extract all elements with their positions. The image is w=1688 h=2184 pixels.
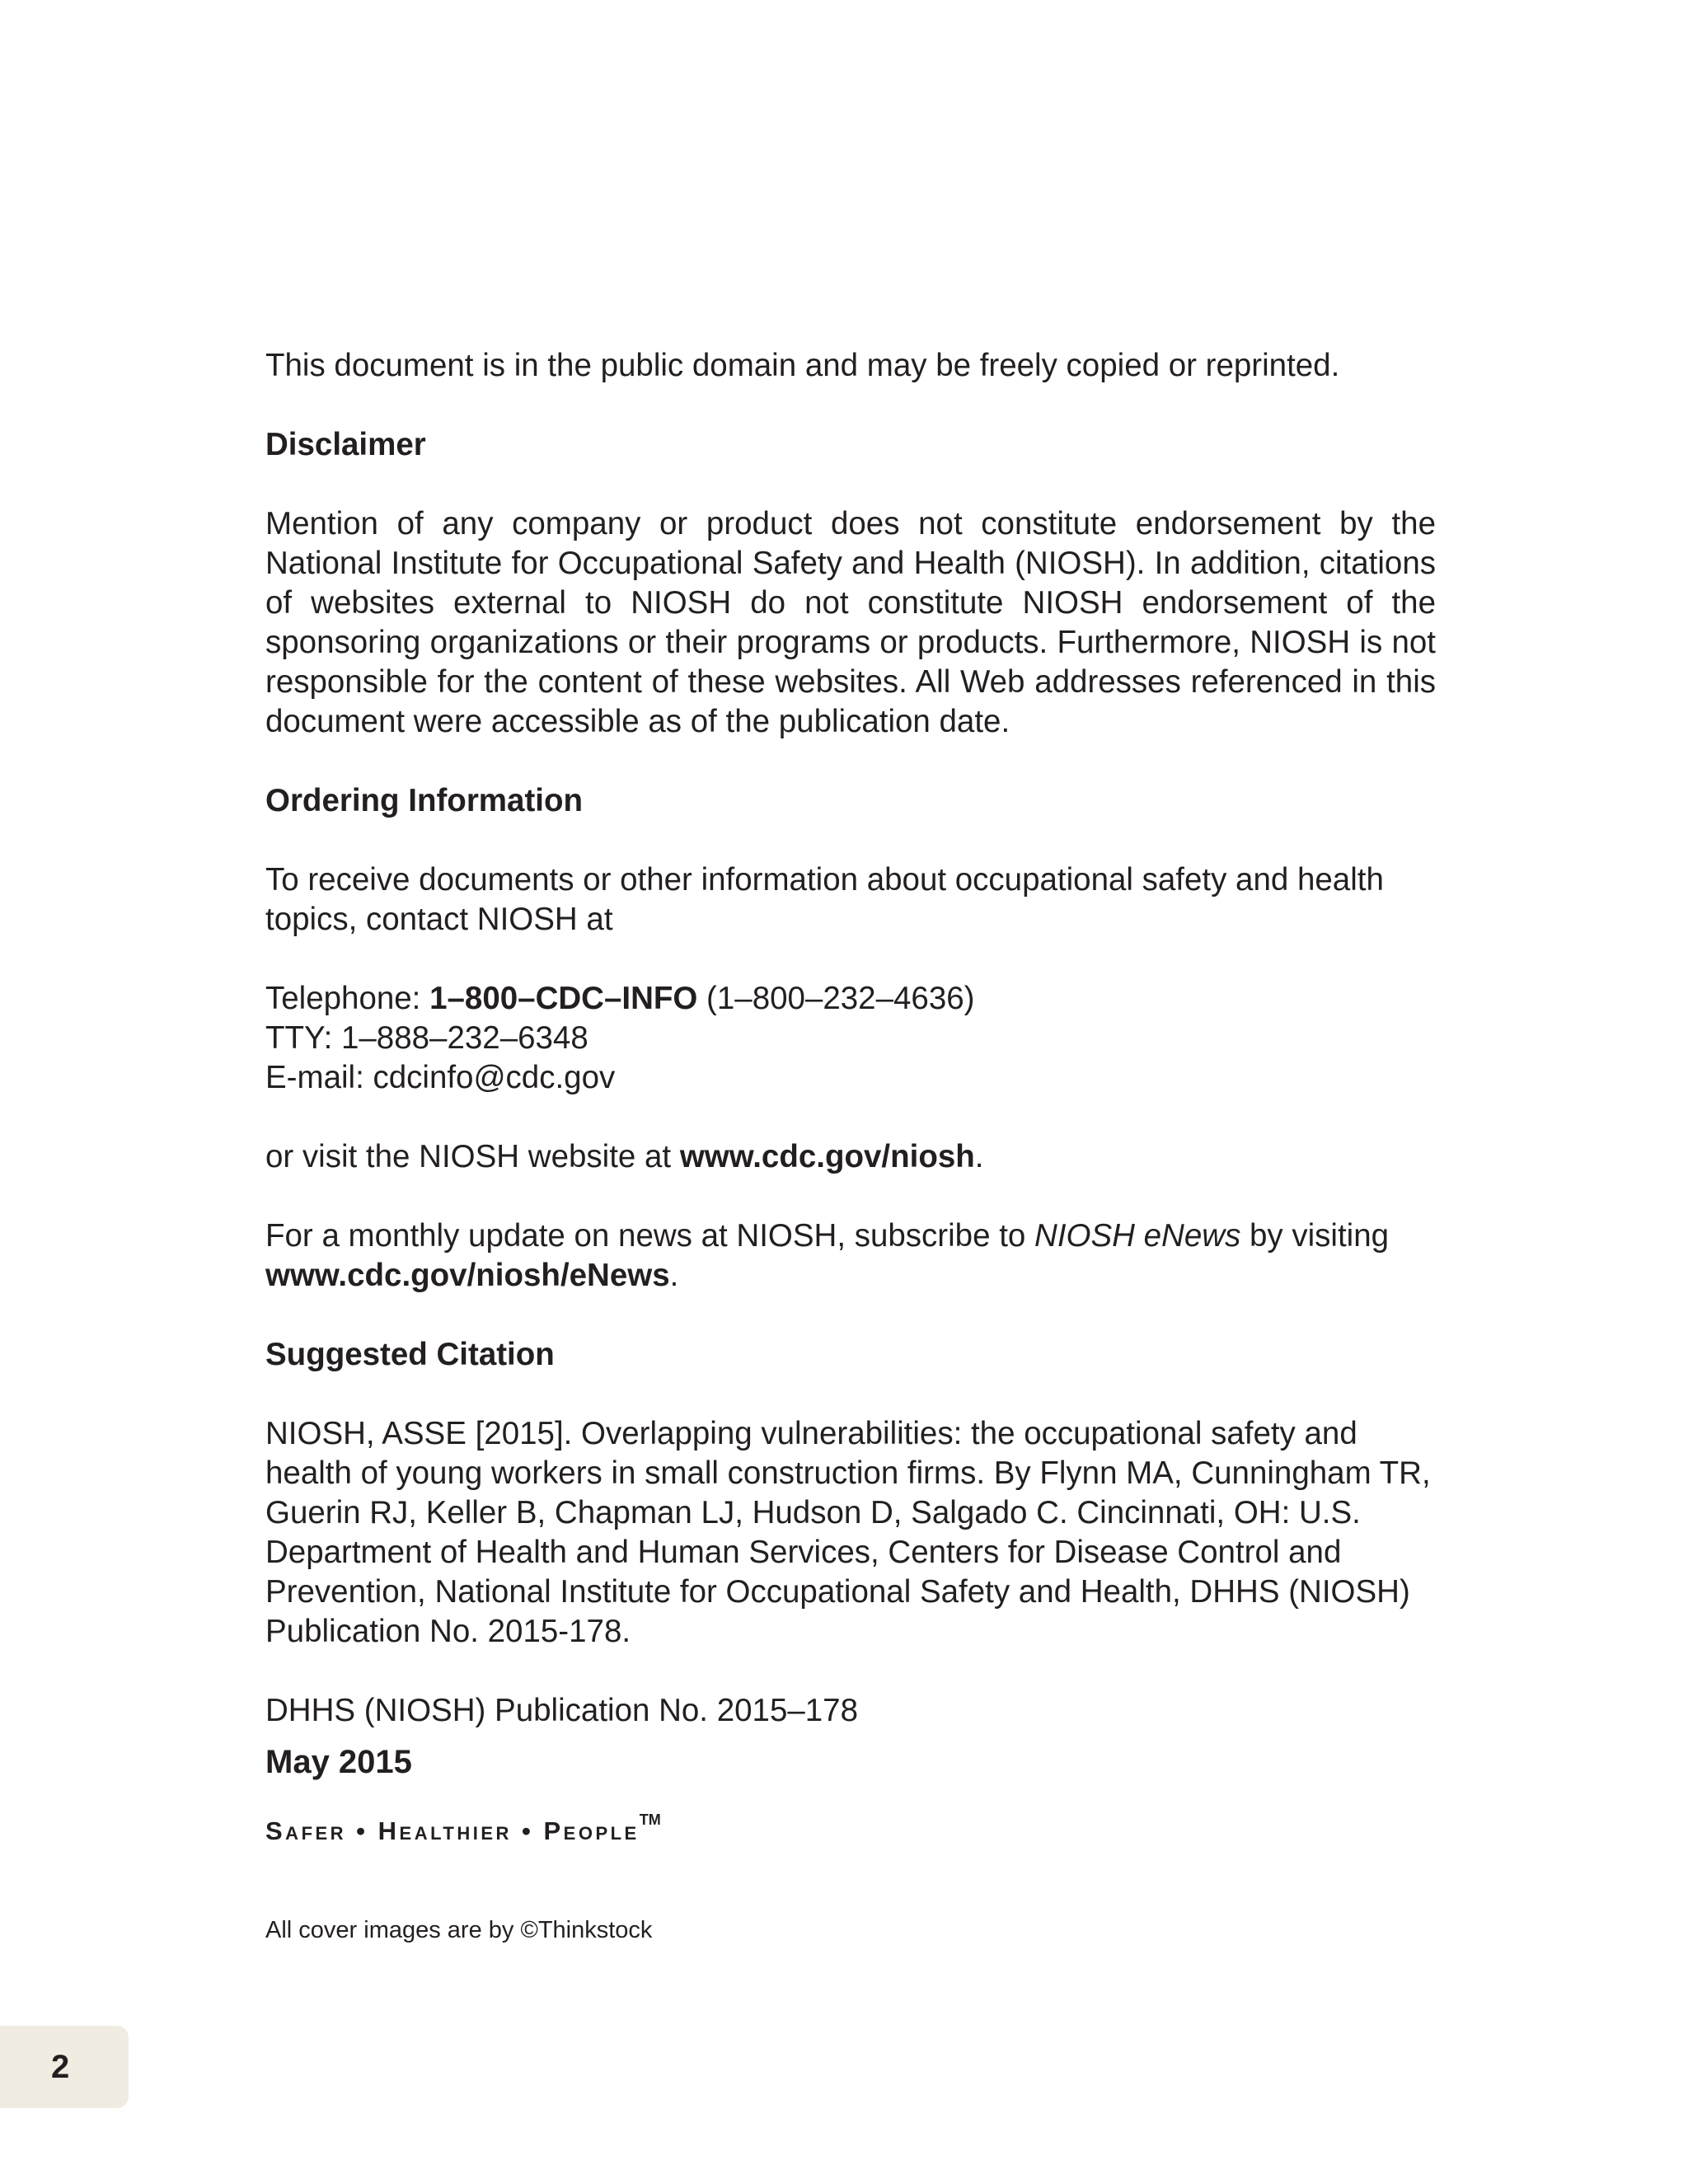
enews-link[interactable]: www.cdc.gov/niosh/eNews <box>265 1258 670 1293</box>
enews-suffix: . <box>669 1258 679 1293</box>
ordering-heading: Ordering Information <box>265 783 583 818</box>
website-link[interactable]: www.cdc.gov/niosh <box>679 1139 975 1174</box>
email-line: E-mail: cdcinfo@cdc.gov <box>265 1060 616 1095</box>
tty-line: TTY: 1–888–232–6348 <box>265 1020 588 1056</box>
ordering-intro: To receive documents or other information about occupational safety and health topics, contact NIOSH at <box>265 862 1384 937</box>
page-number-tab <box>0 2026 129 2108</box>
website-line <box>265 1137 1436 1177</box>
website-prefix: or visit the NIOSH website at <box>265 1139 680 1174</box>
enews-mid: by visiting <box>1240 1218 1390 1254</box>
page-content <box>265 346 1436 1851</box>
motto <box>265 1800 1436 1851</box>
enews-line <box>265 1216 1436 1296</box>
disclaimer-heading: Disclaimer <box>265 427 426 462</box>
telephone-line <box>265 979 1436 1019</box>
publication-number: DHHS (NIOSH) Publication No. 2015–178 <box>265 1693 858 1728</box>
cover-image-credit: All cover images are by ©Thinkstock <box>265 1917 653 1943</box>
publication-date: May 2015 <box>265 1744 412 1780</box>
citation-heading: Suggested Citation <box>265 1337 555 1372</box>
trademark-mark: TM <box>639 1811 661 1828</box>
citation-body: NIOSH, ASSE [2015]. Overlapping vulnerabilities: the occupational safety and health of young workers in small construction firms. By Flynn MA, Cunningham TR, Guerin RJ, Keller B, Chapman LJ, Hudson D, Salgado C. Cincinnati, OH: U.S. Department of Health and Human Services, Centers for Disease Control and Prevention, National Institute for Occupational Safety and Health, DHHS (NIOSH) Publication No. 2015-178. <box>265 1416 1431 1649</box>
public-domain-note: This document is in the public domain and may be freely copied or reprinted. <box>265 348 1340 383</box>
telephone-numeric: (1–800–232–4636) <box>697 981 975 1016</box>
enews-prefix: For a monthly update on news at NIOSH, subscribe to <box>265 1218 1035 1254</box>
telephone-bold: 1–800–CDC–INFO <box>429 981 698 1016</box>
disclaimer-body: Mention of any company or product does not constitute endorsement by the National Institute for Occupational Safety and Health (NIOSH). In addition, citations of websites external to NIOSH do not constitute NIOSH endorsement of the sponsoring organizations or their programs or products. Furthermore, NIOSH is not responsible for the content of these websites. All Web addresses referenced in this document were accessible as of the publication date. <box>265 506 1436 739</box>
page-number: 2 <box>51 2049 70 2085</box>
website-suffix: . <box>974 1139 984 1174</box>
telephone-label: Telephone: <box>265 981 430 1016</box>
motto-text: Safer • Healthier • People <box>265 1816 640 1845</box>
enews-title: NIOSH eNews <box>1034 1218 1241 1254</box>
